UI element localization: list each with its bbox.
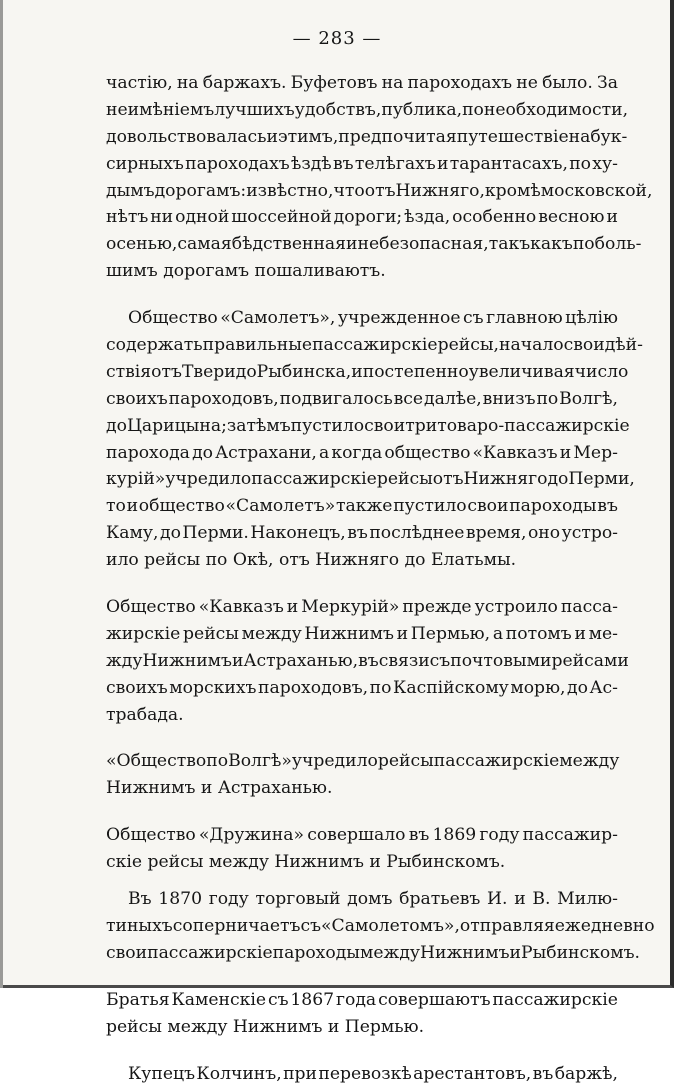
word: довольствовалась (106, 124, 266, 151)
word: весною (538, 204, 604, 231)
word: Мер- (573, 440, 618, 467)
word: морскихъ (169, 675, 256, 702)
word: пароходахъ (408, 70, 513, 97)
word: кромѣ (485, 178, 541, 205)
word: въ (347, 520, 368, 547)
word: ни (150, 204, 173, 231)
word: своихъ (106, 386, 168, 413)
text-line (106, 231, 618, 258)
word: свои (364, 413, 405, 440)
word: свои (106, 940, 147, 967)
paragraph (106, 822, 618, 876)
word: дорогамъ: (155, 178, 247, 205)
text-line (106, 359, 618, 386)
word: и (606, 204, 617, 231)
page-number: — 283 — (0, 28, 674, 49)
word: внизъ (483, 386, 536, 413)
word: пароходы (509, 493, 596, 520)
text-line (106, 987, 618, 1014)
paragraph-gap (106, 1041, 618, 1061)
text-line (106, 520, 618, 547)
word: предпочитая (338, 124, 456, 151)
word: а (319, 440, 329, 467)
word: послѣднее (369, 520, 464, 547)
word: въ (409, 822, 430, 849)
word: Астраханью, (243, 648, 358, 675)
word: лучшихъ (214, 97, 294, 124)
text-line (106, 413, 618, 440)
word: между (242, 621, 302, 648)
word: братьевъ (399, 886, 480, 913)
word: Буфетовъ (291, 70, 378, 97)
word: ѣздѣ (291, 151, 332, 178)
word: Рыбинска, (257, 359, 352, 386)
word: Каму, (106, 520, 159, 547)
word: «Кавказъ (199, 594, 284, 621)
paragraph-gap (106, 802, 618, 822)
word: Царицына; (127, 413, 227, 440)
word: «Общество (106, 748, 206, 775)
word: Общество (128, 305, 218, 332)
word: съ (430, 648, 451, 675)
word: подвигалось (280, 386, 393, 413)
word: удобствъ, (295, 97, 382, 124)
text-line (106, 386, 618, 413)
word: то (106, 493, 126, 520)
word: 1870 (158, 886, 202, 913)
word: пароходахъ (185, 151, 290, 178)
word: одной (175, 204, 229, 231)
word: «Самолетомъ», (321, 913, 460, 940)
word: отъ (365, 178, 396, 205)
word: «Дружина» (199, 822, 304, 849)
word: пассажирскіе (251, 466, 377, 493)
word: правильные (203, 332, 312, 359)
word: тарантасахъ, (450, 151, 568, 178)
word: свои (564, 332, 605, 359)
word: Пермью, (411, 621, 490, 648)
word: соперничаетъ (173, 913, 301, 940)
paragraph-gap (106, 574, 618, 594)
word: устро- (562, 520, 618, 547)
paragraph (106, 70, 618, 285)
word: необходимости, (484, 97, 628, 124)
text-line (106, 151, 618, 178)
word: Перми, (568, 466, 634, 493)
word: и (560, 440, 571, 467)
word: до (567, 675, 588, 702)
word: Перми. (182, 520, 248, 547)
word: время, (466, 520, 527, 547)
paragraph (106, 305, 618, 574)
word: В. (532, 886, 550, 913)
word: и (351, 359, 362, 386)
word: пустило (393, 493, 466, 520)
word: и (346, 231, 357, 258)
word: между (360, 940, 420, 967)
word: и (574, 621, 585, 648)
word: три (405, 413, 437, 440)
word: года (336, 987, 376, 1014)
word: постепенно (363, 359, 469, 386)
word: шоссейной (231, 204, 331, 231)
word: оно (528, 520, 560, 547)
word: и (437, 151, 448, 178)
text-line (106, 594, 618, 621)
word: небезопасная, (357, 231, 488, 258)
word: цѣлію (565, 305, 618, 332)
paragraph (106, 987, 618, 1041)
text-line (106, 70, 618, 97)
text-line (106, 822, 618, 849)
word: прежде (402, 594, 471, 621)
text-line: шимъ дорогамъ пошаливаютъ. (106, 258, 618, 285)
word: въ (597, 493, 618, 520)
word: 1869 (432, 822, 476, 849)
word: сирныхъ (106, 151, 184, 178)
word: до (236, 359, 257, 386)
text-line (106, 124, 618, 151)
word: и (397, 621, 408, 648)
word: Наконецъ, (250, 520, 345, 547)
text-line (106, 940, 618, 967)
word: отправляя (460, 913, 555, 940)
word: боль- (595, 231, 642, 258)
word: Общество (106, 822, 196, 849)
word: пасса- (561, 594, 618, 621)
word: учредило (165, 466, 251, 493)
word: Милю- (557, 886, 618, 913)
word: Колчинъ, (196, 1061, 281, 1087)
word: что (334, 178, 365, 205)
word: парохода (106, 440, 190, 467)
word: товаро-пассажирскіе (437, 413, 629, 440)
word: Каспійскому (393, 675, 509, 702)
word: по (536, 386, 558, 413)
word: этимъ, (278, 124, 338, 151)
word: по (370, 675, 392, 702)
word: пассажирскіе (492, 987, 618, 1014)
paragraph-gap (106, 876, 618, 886)
word: особенно (452, 204, 536, 231)
word: и (287, 594, 298, 621)
word: Нижняго (464, 466, 548, 493)
text-line (106, 466, 618, 493)
word: пассажир- (523, 822, 618, 849)
paragraph (106, 886, 618, 967)
word: и (127, 493, 138, 520)
word: извѣстно, (246, 178, 333, 205)
word: въ (533, 1061, 554, 1087)
word: и (232, 648, 243, 675)
word: Меркурій» (301, 594, 399, 621)
word: до (547, 466, 568, 493)
word: начало (499, 332, 564, 359)
word: курій» (106, 466, 165, 493)
text-line (106, 178, 618, 205)
word: было. (542, 70, 593, 97)
word: частію, (106, 70, 173, 97)
word: далѣе, (424, 386, 482, 413)
word: Волгѣ» (228, 748, 292, 775)
word: дѣй- (605, 332, 643, 359)
text-line (106, 493, 618, 520)
word: главною (486, 305, 563, 332)
text-line: скіе рейсы между Нижнимъ и Рыбинскомъ. (106, 849, 618, 876)
word: какъ (530, 231, 573, 258)
word: ѣзда, (404, 204, 450, 231)
word: «Кавказъ (473, 440, 558, 467)
word: домъ (347, 886, 392, 913)
word: Нижнимъ (304, 621, 393, 648)
word: учрежденное (338, 305, 461, 332)
word: на (177, 70, 199, 97)
word: когда (331, 440, 382, 467)
word: въ (333, 151, 354, 178)
text-line (106, 204, 618, 231)
text-line (106, 440, 618, 467)
text-line (106, 748, 618, 775)
text-line (106, 1061, 618, 1087)
paragraph (106, 748, 618, 802)
text-line (106, 675, 618, 702)
word: общество (139, 493, 225, 520)
word: арестантовъ, (413, 1061, 531, 1087)
word: Купецъ (128, 1061, 195, 1087)
word: ме- (589, 621, 618, 648)
word: и (514, 886, 525, 913)
body-text (106, 70, 618, 1087)
word: все (394, 386, 423, 413)
text-line (106, 648, 618, 675)
word: За (597, 70, 618, 97)
word: рейсы (378, 748, 434, 775)
word: отъ (433, 466, 464, 493)
word: жирскіе (106, 621, 180, 648)
word: Ас- (590, 675, 618, 702)
word: потомъ (506, 621, 572, 648)
word: учредило (292, 748, 378, 775)
word: Каменскіе (171, 987, 266, 1014)
word: рейсы (183, 621, 239, 648)
word: пароходовъ, (169, 386, 279, 413)
word: перевозкѣ (318, 1061, 411, 1087)
word: дороги; (334, 204, 403, 231)
word: затѣмъ (227, 413, 291, 440)
word: Астрахани, (215, 440, 317, 467)
word: и (266, 124, 277, 151)
word: по (569, 151, 591, 178)
word: дымъ (106, 178, 155, 205)
paragraph-gap (106, 285, 618, 305)
word: а (493, 621, 503, 648)
word: И. (487, 886, 507, 913)
word: пассажирскіе (147, 940, 273, 967)
word: съ (463, 305, 484, 332)
word: не (516, 70, 538, 97)
word: «Самолетъ» (226, 493, 336, 520)
word: до (160, 520, 181, 547)
text-line: Нижнимъ и Астраханью. (106, 775, 618, 802)
word: публика, (381, 97, 462, 124)
word: баржахъ. (203, 70, 287, 97)
word: «Самолетъ», (220, 305, 335, 332)
word: ствія (106, 359, 151, 386)
word: телѣгахъ (355, 151, 436, 178)
word: съ (300, 913, 321, 940)
word: московской, (541, 178, 653, 205)
text-line: ило рейсы по Окѣ, отъ Нижняго до Елатьмы. (106, 547, 618, 574)
word: неимѣніемъ (106, 97, 214, 124)
word: отъ (151, 359, 182, 386)
word: по (206, 748, 228, 775)
word: рейсы, (438, 332, 499, 359)
word: почтовыми (450, 648, 551, 675)
text-line (106, 305, 618, 332)
word: осенью, (106, 231, 177, 258)
paragraph (106, 1061, 618, 1087)
word: также (336, 493, 392, 520)
word: увеличивая (469, 359, 575, 386)
word: рейсами (551, 648, 628, 675)
paragraph-gap (106, 967, 618, 987)
word: по (462, 97, 484, 124)
text-line (106, 97, 618, 124)
word: въ (358, 648, 379, 675)
word: пассажирскіе (312, 332, 438, 359)
page-left-edge (0, 0, 3, 988)
word: Общество (106, 594, 196, 621)
text-line (106, 332, 618, 359)
word: совершаютъ (378, 987, 490, 1014)
word: устроило (475, 594, 558, 621)
word: году (209, 886, 249, 913)
word: ху- (592, 151, 618, 178)
word: между (559, 748, 619, 775)
word: до (106, 413, 127, 440)
word: бук- (590, 124, 627, 151)
word: пароходы (273, 940, 360, 967)
word: пустило (291, 413, 364, 440)
word: при (283, 1061, 317, 1087)
word: своихъ (106, 675, 168, 702)
word: Въ (128, 886, 152, 913)
word: тиныхъ (106, 913, 173, 940)
word: общество (384, 440, 470, 467)
paragraph-gap (106, 728, 618, 748)
word: на (569, 124, 591, 151)
text-line (106, 621, 618, 648)
word: Волгѣ, (559, 386, 618, 413)
word: свои (467, 493, 508, 520)
word: до (192, 440, 213, 467)
word: году (479, 822, 519, 849)
word: пароходовъ, (258, 675, 368, 702)
word: съ (268, 987, 289, 1014)
text-line (106, 913, 618, 940)
text-line (106, 886, 618, 913)
word: морю, (510, 675, 565, 702)
word: 1867 (290, 987, 334, 1014)
word: Нижнимъ (420, 940, 509, 967)
word: торговый (255, 886, 340, 913)
word: связи (379, 648, 430, 675)
word: совершало (307, 822, 405, 849)
word: Рыбинскомъ. (521, 940, 640, 967)
word: число (575, 359, 629, 386)
word: нѣтъ (106, 204, 148, 231)
word: Твери (182, 359, 236, 386)
word: пассажирскіе (434, 748, 560, 775)
word: жду (106, 648, 143, 675)
word: Нижняго, (396, 178, 485, 205)
word: содержать (106, 332, 203, 359)
word: и (510, 940, 521, 967)
word: такъ (489, 231, 530, 258)
word: Нижнимъ (143, 648, 232, 675)
word: бѣдственная (232, 231, 346, 258)
word: Братья (106, 987, 170, 1014)
word: баржѣ, (555, 1061, 618, 1087)
word: рейсы (377, 466, 433, 493)
word: ежедневно (555, 913, 655, 940)
word: на (382, 70, 404, 97)
word: по (573, 231, 595, 258)
paragraph (106, 594, 618, 728)
text-line: рейсы между Нижнимъ и Пермью. (106, 1014, 618, 1041)
word: путешествіе (457, 124, 569, 151)
text-line: трабада. (106, 702, 618, 729)
word: самая (177, 231, 231, 258)
